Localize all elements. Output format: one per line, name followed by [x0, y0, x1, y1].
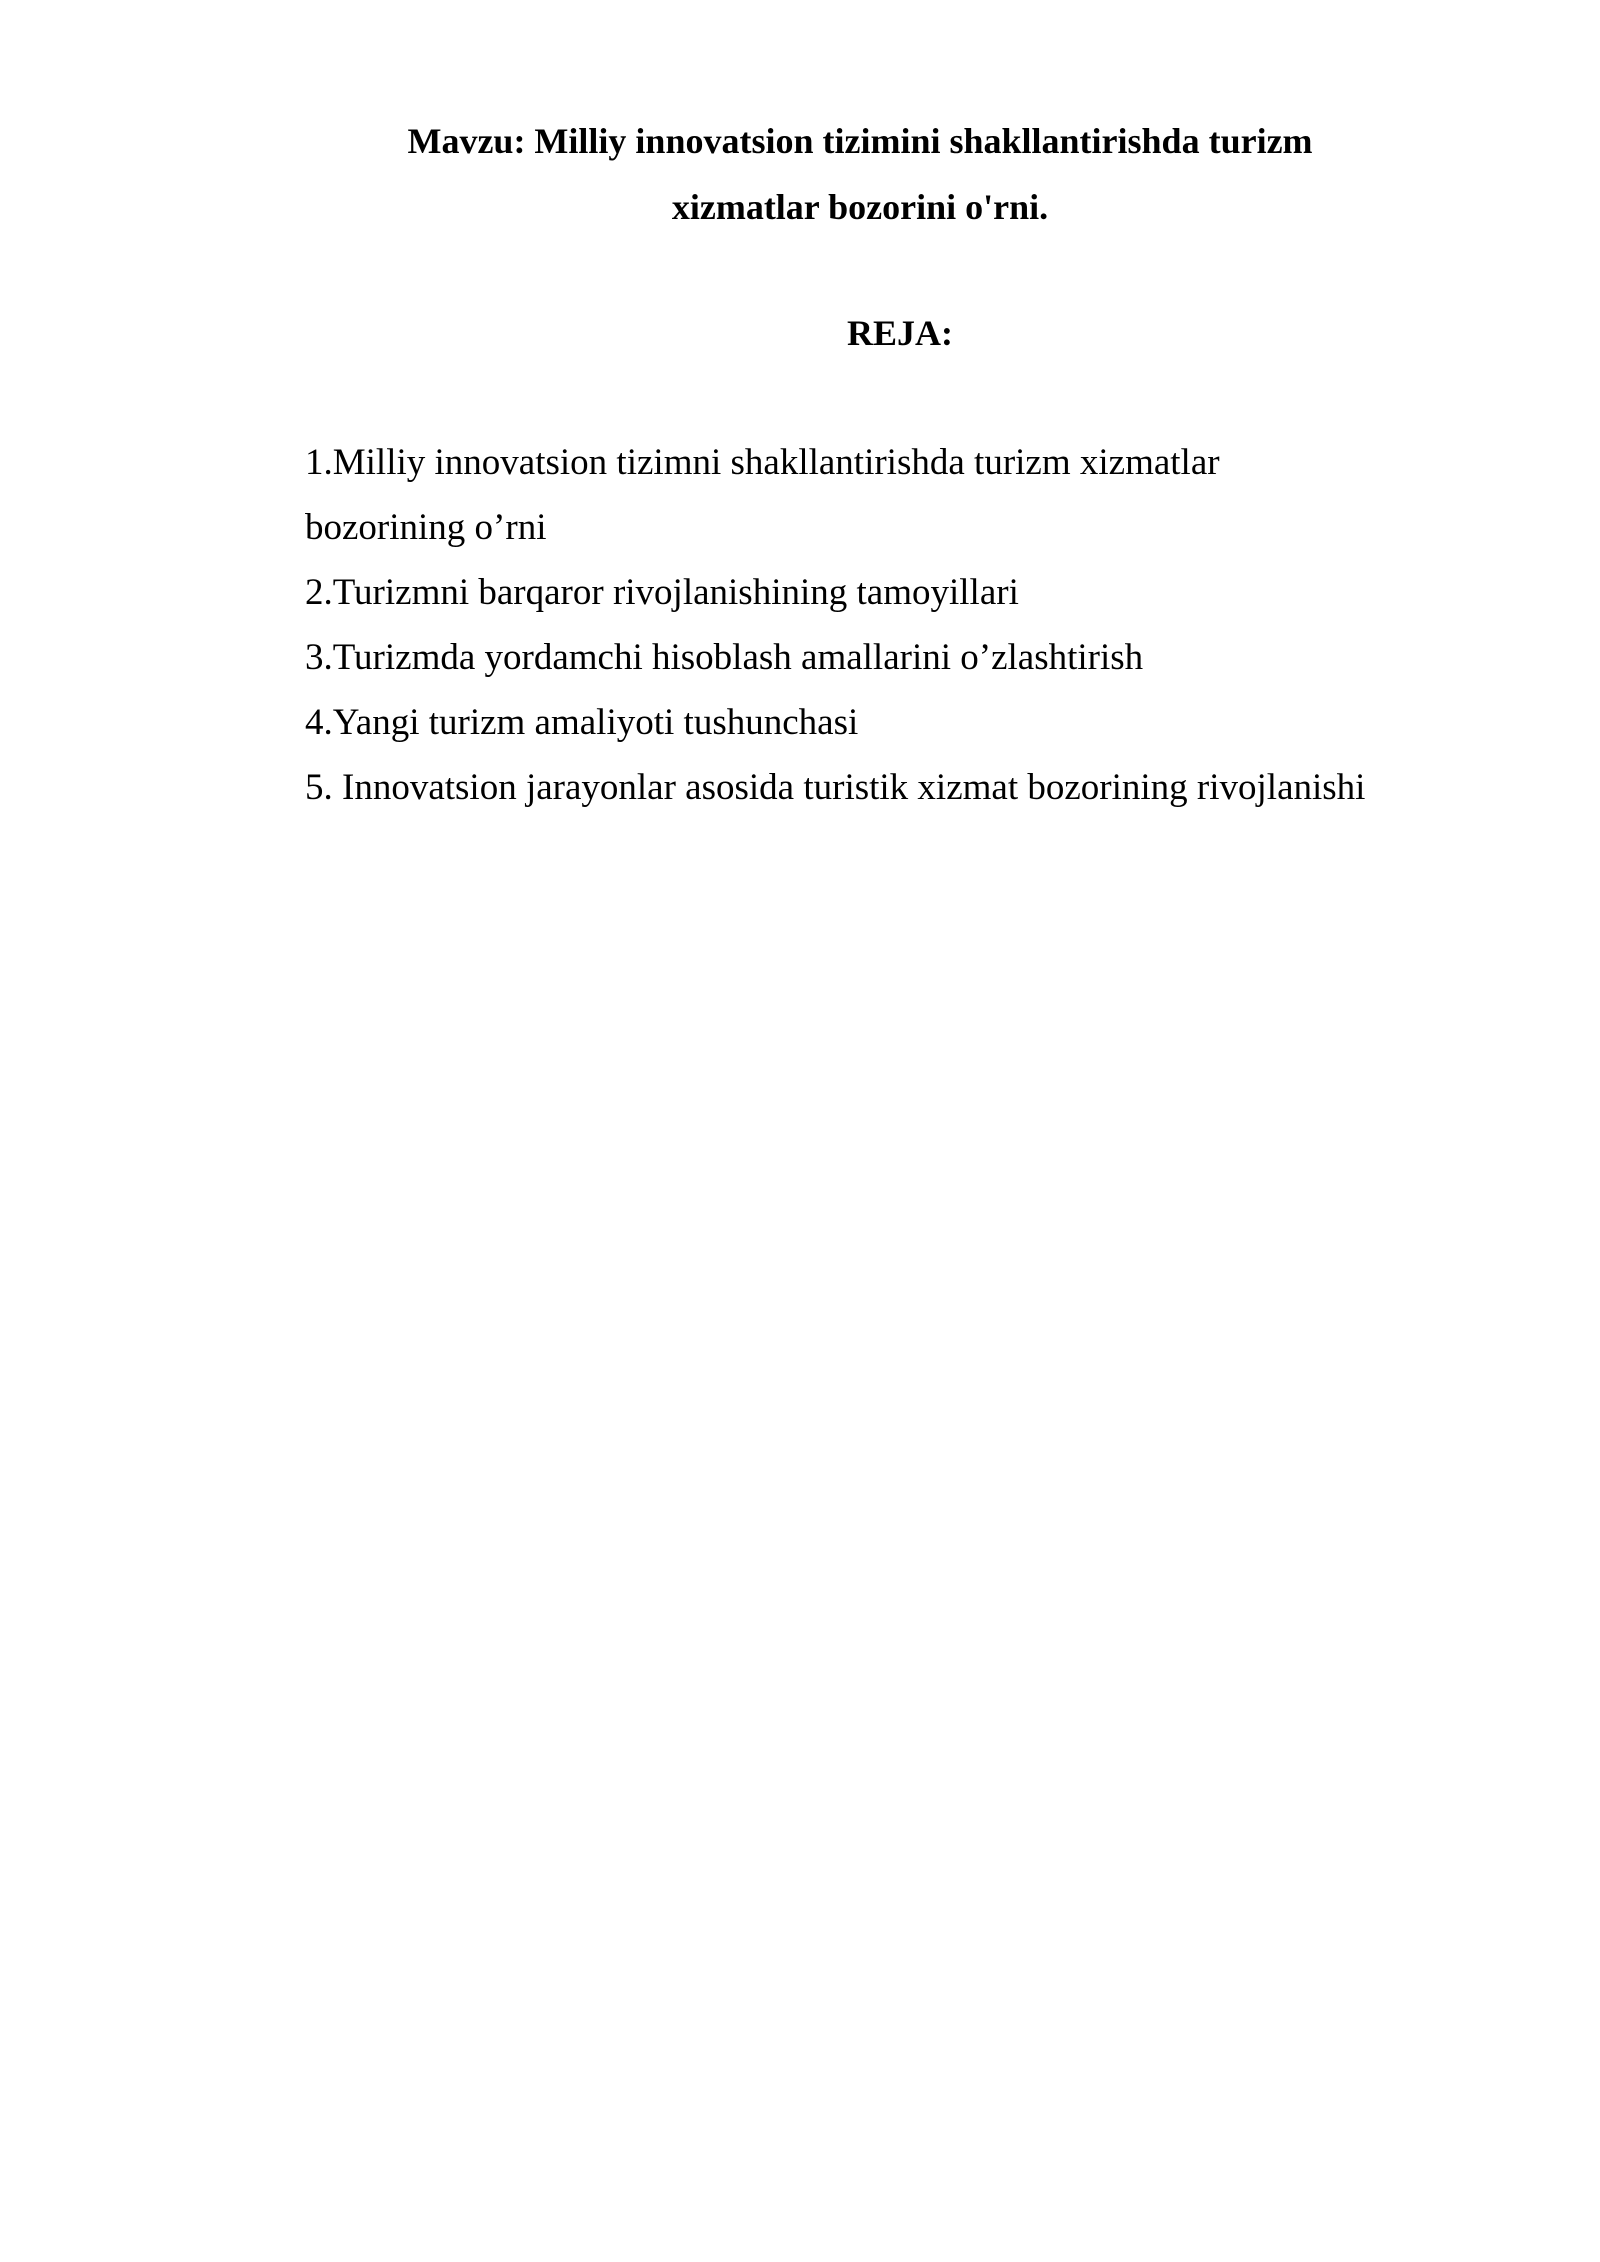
title-line-1: Mavzu: Milliy innovatsion tizimini shakllantirishda turizm	[407, 121, 1313, 161]
document-title	[300, 108, 1420, 240]
plan-item: 2.Turizmni barqaror rivojlanishining tamoyillari	[305, 572, 1019, 613]
plan-list	[305, 430, 1505, 820]
plan-item: bozorining o’rni	[305, 507, 547, 548]
plan-item: 1.Milliy innovatsion tizimni shakllantirishda turizm xizmatlar	[305, 442, 1220, 483]
plan-item: 3.Turizmda yordamchi hisoblash amallarini o’zlashtirish	[305, 637, 1144, 678]
plan-item: 5. Innovatsion jarayonlar asosida turistik xizmat bozorining rivojlanishi	[305, 767, 1366, 808]
plan-item: 4.Yangi turizm amaliyoti tushunchasi	[305, 702, 859, 743]
title-line-2: xizmatlar bozorini o'rni.	[671, 187, 1049, 227]
plan-heading: REJA:	[847, 313, 953, 353]
